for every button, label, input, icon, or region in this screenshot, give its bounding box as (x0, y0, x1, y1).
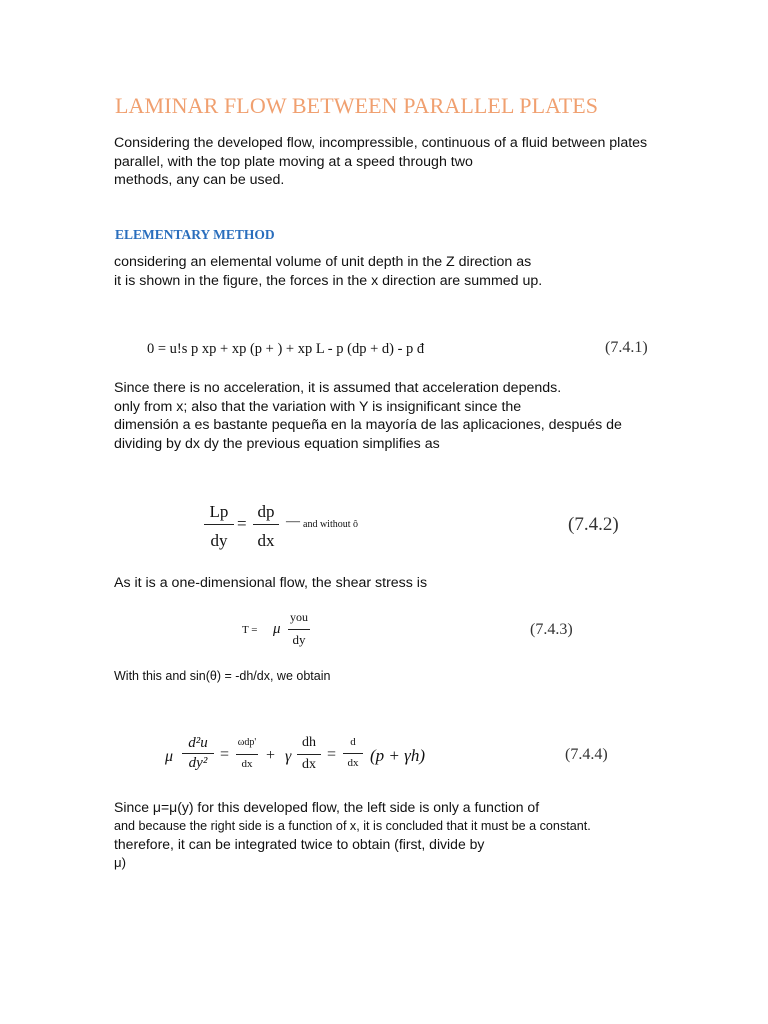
denominator: dx (253, 524, 279, 551)
equation-number: (7.4.2) (568, 514, 619, 535)
equals-sign: = (220, 746, 230, 763)
equation-number: (7.4.3) (530, 621, 573, 638)
intro-paragraph (114, 134, 666, 190)
numerator: Lp (209, 502, 229, 521)
numerator: d²u (188, 735, 208, 751)
closing-line: Since μ=μ(y) for this developed flow, the left side is only a function of (114, 799, 540, 815)
denominator: dy (288, 629, 310, 648)
intro-line: methods, any can be used. (114, 172, 285, 189)
closing-line: and because the right side is a function of x, it is concluded that it must be a constant. (114, 818, 591, 833)
denominator: dx (236, 754, 258, 770)
equation-tail: and without ô (303, 519, 358, 530)
fraction (297, 735, 321, 773)
fraction (288, 610, 310, 648)
equation-number: (7.4.1) (605, 339, 648, 356)
closing-paragraph (114, 798, 591, 872)
fraction (236, 737, 258, 770)
dash: — (286, 514, 300, 529)
fraction (343, 736, 363, 769)
intro-line: parallel, with the top plate moving at a speed through two (114, 153, 473, 170)
numerator: dp (257, 502, 275, 521)
shear-line: As it is a one-dimensional flow, the shear stress is (114, 575, 428, 591)
gamma-symbol: γ (285, 748, 292, 765)
method-line: considering an elemental volume of unit depth in the Z direction as (114, 254, 532, 270)
closing-line: therefore, it can be integrated twice to obtain (first, divide by (114, 836, 485, 852)
equals-sign: = (237, 514, 247, 533)
mu-symbol: μ (165, 748, 174, 765)
closing-line: μ) (114, 854, 126, 870)
numerator: dh (302, 735, 316, 750)
intro-line: Considering the developed flow, incompressible, continuous of a fluid between plates (114, 135, 648, 151)
parenthetical-term: (p + γh) (370, 746, 425, 765)
page-title: LAMINAR FLOW BETWEEN PARALLEL PLATES (115, 93, 599, 118)
method-line: it is shown in the figure, the forces in the x direction are summed up. (114, 272, 543, 289)
shear-paragraph (114, 574, 427, 593)
denominator: dx (297, 754, 321, 773)
acceleration-line: only from x; also that the variation with Y is insignificant since the (114, 398, 522, 415)
acceleration-line: dividing by dx dy the previous equation simplifies as (114, 435, 440, 452)
method-paragraph (114, 253, 542, 290)
numerator: d (350, 736, 356, 748)
plus-sign: + (266, 747, 276, 764)
equation-7-4-1: 0 = u!s p xp + xp (p + ) + xp L - p (dp + d) - p đ (147, 341, 425, 357)
tau-lhs: T = (242, 624, 258, 636)
section-heading: ELEMENTARY METHOD (115, 227, 275, 242)
sin-line: With this and sin(θ) = -dh/dx, we obtain (114, 669, 331, 683)
numerator: you (290, 610, 308, 624)
denominator: dy (204, 524, 234, 551)
acceleration-line: Since there is no acceleration, it is assumed that acceleration depends. (114, 380, 562, 396)
equals-sign: = (327, 746, 337, 763)
mu-symbol: μ (273, 621, 281, 637)
acceleration-paragraph (114, 379, 659, 453)
denominator: dy² (182, 753, 214, 772)
denominator: dx (343, 753, 363, 769)
fraction (204, 502, 234, 551)
sin-paragraph (114, 667, 330, 686)
fraction (253, 502, 279, 551)
acceleration-line: dimensión a es bastante pequeña en la mayoría de las aplicaciones, después de (114, 417, 622, 434)
equation-number: (7.4.4) (565, 746, 608, 763)
fraction (182, 735, 214, 772)
numerator: ωdp' (237, 737, 257, 748)
